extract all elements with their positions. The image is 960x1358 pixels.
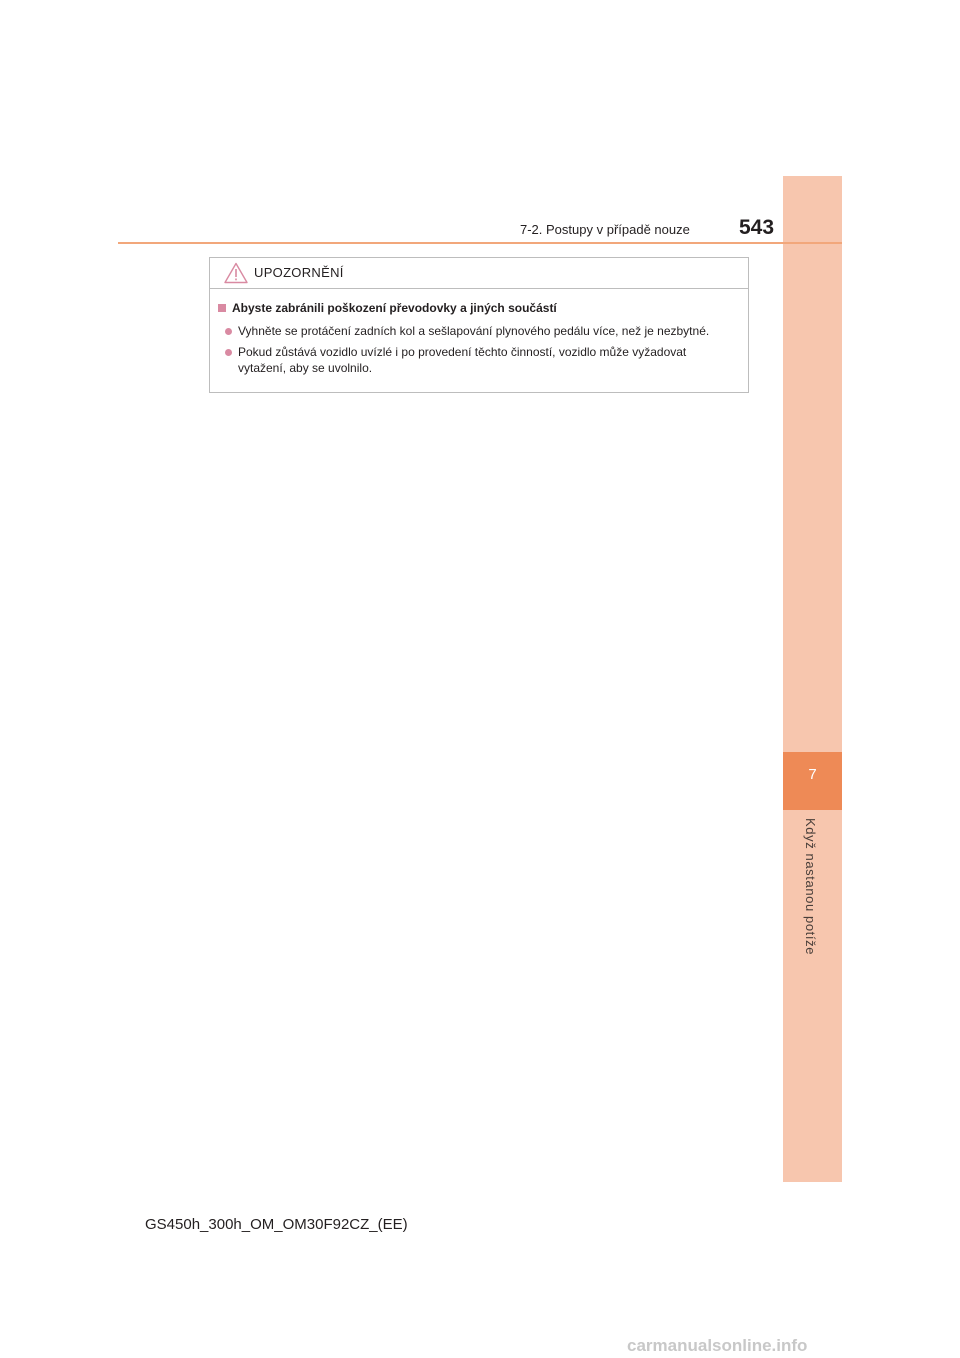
- dot-bullet-icon: [225, 349, 232, 356]
- section-title: 7-2. Postupy v případě nouze: [520, 222, 690, 237]
- caution-body: [210, 289, 748, 376]
- chapter-number: 7: [808, 766, 817, 783]
- list-item: [218, 344, 740, 376]
- caution-header: [210, 258, 748, 289]
- caution-box: [209, 257, 749, 393]
- caution-heading-text: Abyste zabránili poškození převodovky a jiných součástí: [232, 301, 557, 315]
- chapter-side-tab: [783, 176, 842, 1182]
- header-divider: [118, 242, 842, 244]
- list-item: [218, 323, 740, 339]
- list-item-text: Vyhněte se protáčení zadních kol a sešlapování plynového pedálu více, než je nezbytné.: [238, 324, 710, 338]
- caution-title: UPOZORNĚNÍ: [254, 265, 344, 280]
- square-bullet-icon: [218, 304, 226, 312]
- caution-heading: [218, 301, 740, 315]
- page-number: 543: [739, 216, 775, 239]
- dot-bullet-icon: [225, 328, 232, 335]
- document-code: GS450h_300h_OM_OM30F92CZ_(EE): [145, 1216, 408, 1233]
- watermark-text: carmanualsonline.info: [627, 1336, 808, 1355]
- list-item-text: Pokud zůstává vozidlo uvízlé i po provedení těchto činností, vozidlo může vyžadovat vytažení, aby se uvolnilo.: [238, 345, 687, 375]
- chapter-title: Když nastanou potíže: [803, 818, 818, 956]
- warning-triangle-icon: [224, 262, 248, 284]
